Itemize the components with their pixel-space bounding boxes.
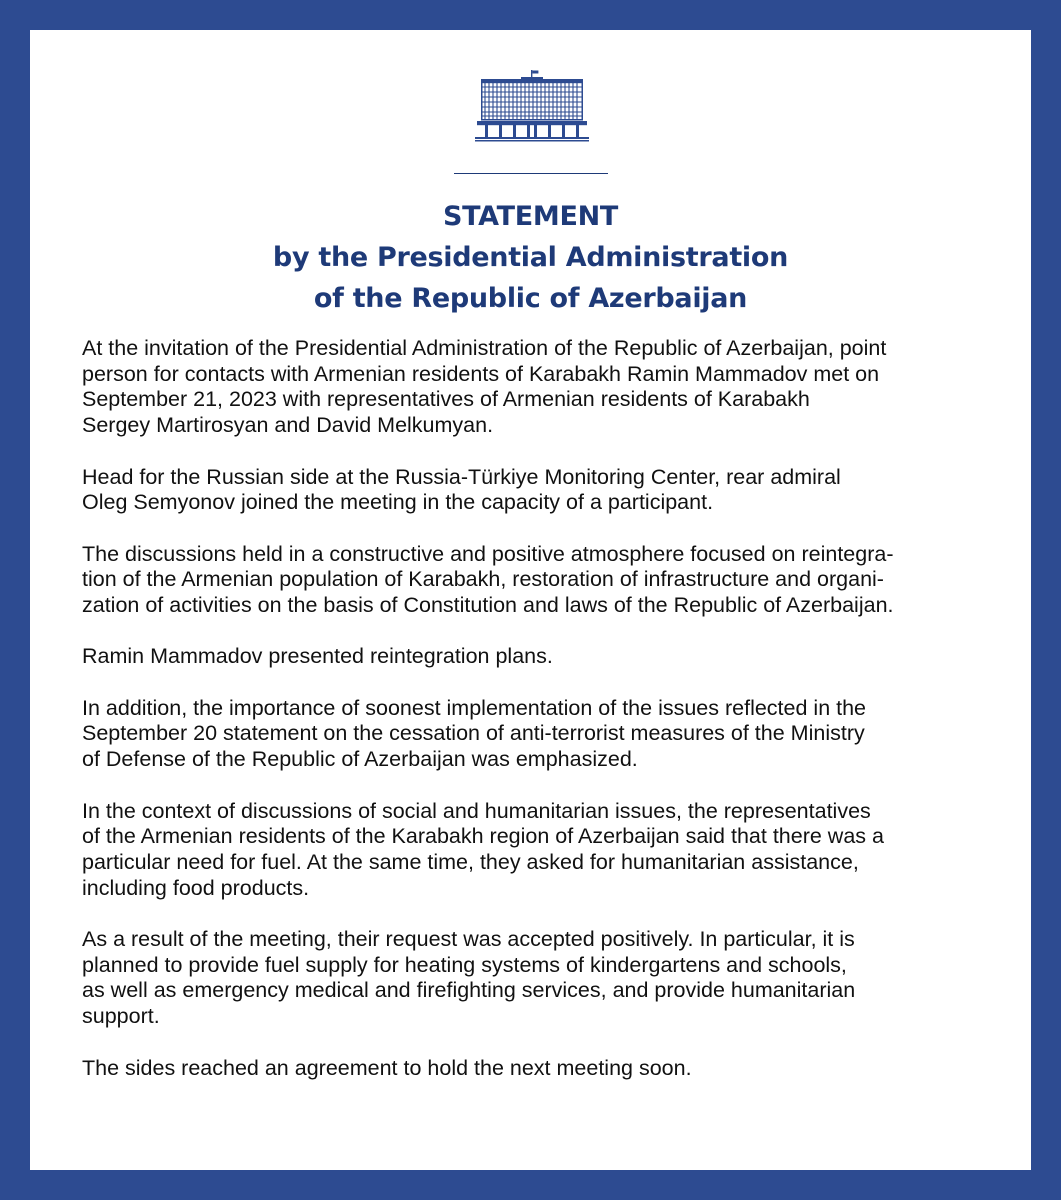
title-line-3: of the Republic of Azerbaijan <box>313 283 748 314</box>
paragraph: In addition, the importance of soonest implementation of the issues reflected in the September 20 statement on the cessation of anti-terrorist measures of the Ministry of Defense of the Republic of Azerbaijan was emphasized. <box>82 695 867 772</box>
paragraph: In the context of discussions of social and humanitarian issues, the representatives of the Armenian residents of the Karabakh region of Azerbaijan said that there was a particular need for fuel. At the same time, they asked for humanitarian assistance, including food products. <box>82 798 884 900</box>
presidential-administration-building-icon <box>475 70 589 142</box>
paragraph: As a result of the meeting, their request was accepted positively. In particular, it is planned to provide fuel supply for heating systems of kindergartens and schools, as well as emergency medical and firefighting services, and provide humanitarian support. <box>82 927 856 1029</box>
paragraph: The sides reached an agreement to hold the next meeting soon. <box>82 1055 692 1080</box>
title-line-2: by the Presidential Administration <box>272 242 789 273</box>
paragraph: Head for the Russian side at the Russia-Türkiye Monitoring Center, rear admiral Oleg Semyonov joined the meeting in the capacity of a participant. <box>82 464 841 515</box>
title-line-1: STATEMENT <box>442 201 619 232</box>
statement-title <box>30 196 1031 319</box>
paragraph: At the invitation of the Presidential Administration of the Republic of Azerbaijan, point person for contacts with Armenian residents of Karabakh Ramin Mammadov met on September 21, 2023 with representatives of Armenian residents of Karabakh Sergey Martirosyan and David Melkumyan. <box>82 336 887 438</box>
statement-body <box>82 336 1022 1107</box>
paragraph: The discussions held in a constructive and positive atmosphere focused on reintegra- tion of the Armenian population of Karabakh, restoration of infrastructure and organi- zation of activities on the basis of Constitution and laws of the Republic of Azerbaijan. <box>82 541 894 617</box>
statement-page <box>30 30 1031 1170</box>
title-divider <box>454 173 608 174</box>
paragraph: Ramin Mammadov presented reintegration plans. <box>82 644 553 669</box>
